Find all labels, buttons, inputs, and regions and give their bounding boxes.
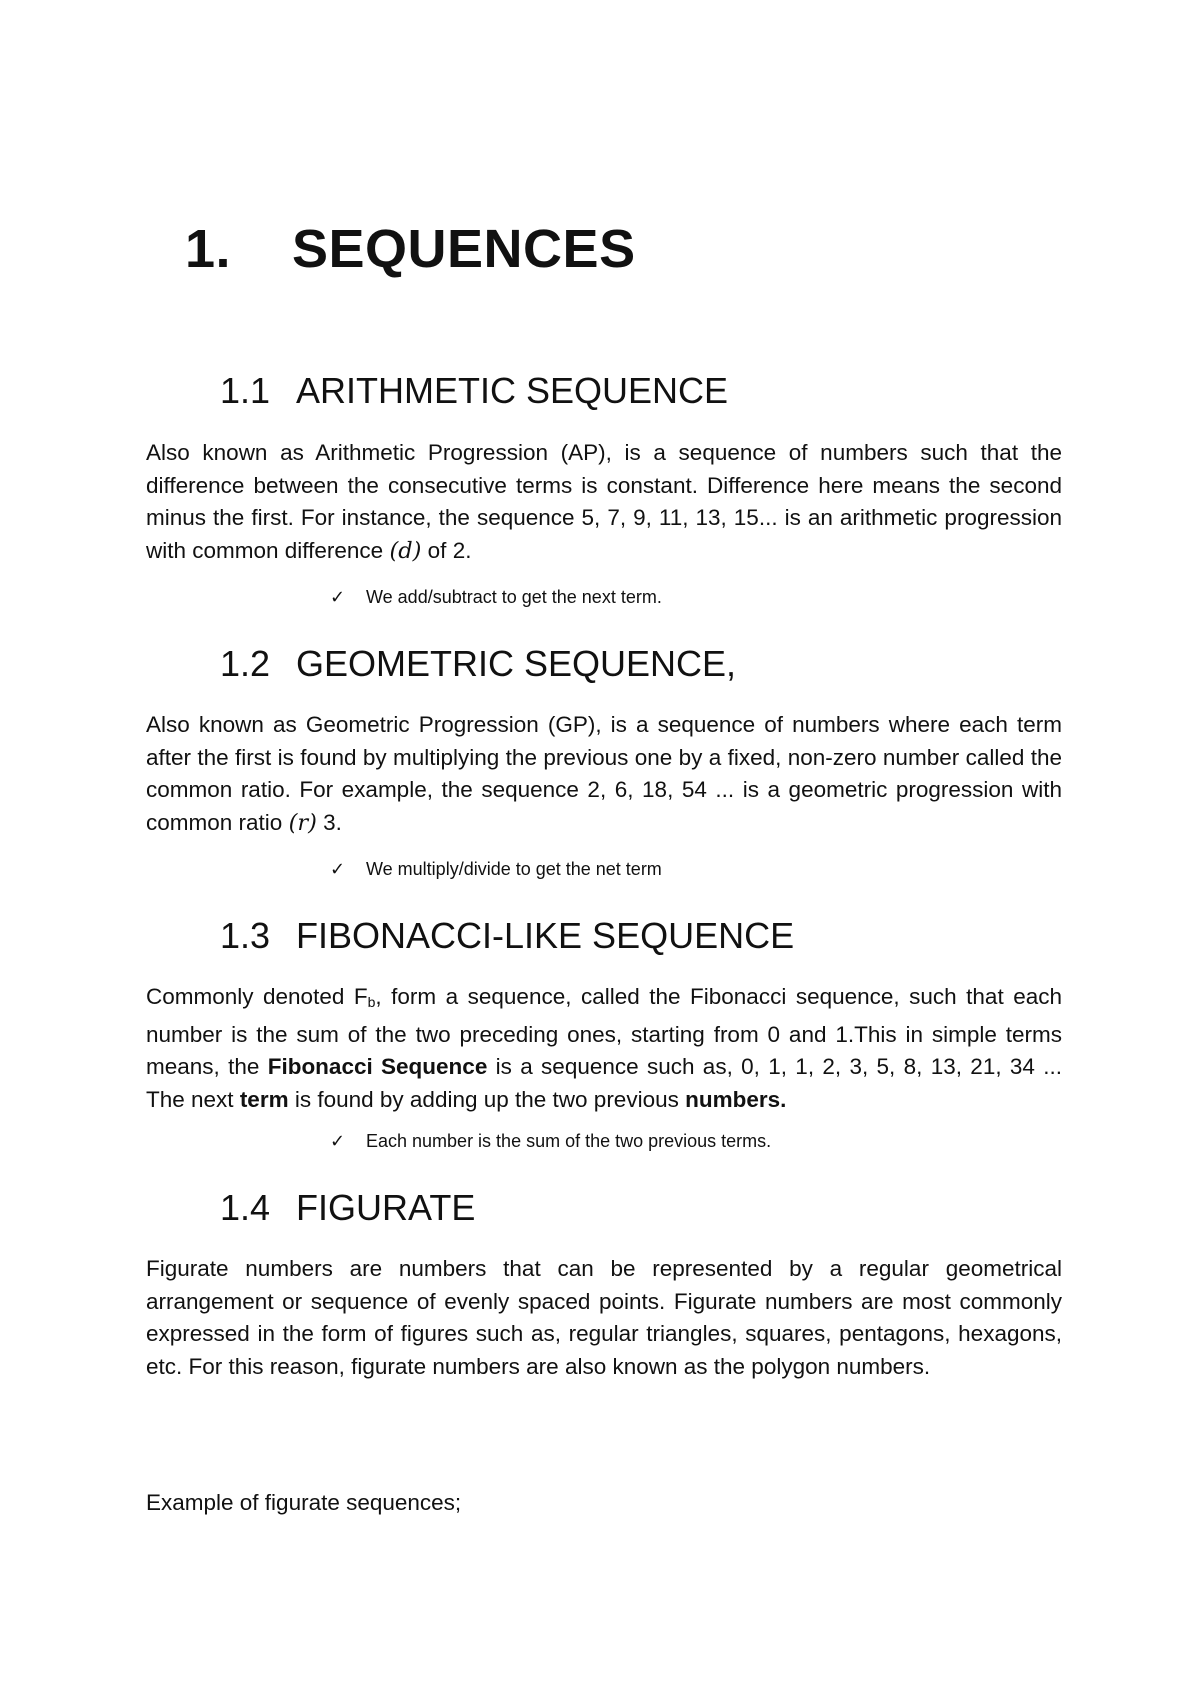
section-title: FIBONACCI-LIKE SEQUENCE: [296, 915, 795, 956]
section-number: 1.3: [220, 915, 271, 956]
paragraph-text: , form a sequence, called the Fibonacci sequence, such that each number is the sum of the two preceding ones, starting from 0 and 1.This in simple terms means, the: [146, 984, 1062, 1079]
chapter-title-text: SEQUENCES: [292, 219, 636, 279]
math-variable-r: (r): [288, 809, 317, 836]
paragraph-text: Also known as Geometric Progression (GP), is a sequence of numbers where each term after the first is found by multiplying the previous one by a fixed, non-zero number called the common ratio. For example, the sequence 2, 6, 18, 54 ... is a geometric progression with common ratio: [146, 712, 1062, 835]
section-number: 1.4: [220, 1187, 271, 1228]
section-number: 1.2: [220, 643, 271, 684]
bold-term: term: [239, 1086, 289, 1112]
subscript-b: b: [367, 994, 376, 1010]
check-item-text: Each number is the sum of the two previous terms.: [366, 1131, 772, 1151]
paragraph-fibonacci: [146, 981, 1062, 1116]
checkmark-icon: ✓: [330, 587, 346, 608]
checkmark-icon: ✓: [330, 1131, 346, 1152]
paragraph-text: of 2.: [421, 537, 472, 563]
check-item-text: We multiply/divide to get the net term: [366, 859, 662, 879]
paragraph-arithmetic: [146, 437, 1062, 567]
check-item-text: We add/subtract to get the next term.: [366, 587, 662, 607]
chapter-title: [185, 218, 636, 280]
bold-term: numbers.: [685, 1086, 787, 1112]
paragraph-text: Also known as Arithmetic Progression (AP), is a sequence of numbers such that the difference between the consecutive terms is constant. Difference here means the second minus the first. For instance, the sequence 5, 7, 9, 11, 13, 15... is an arithmetic progression with common difference: [146, 440, 1062, 563]
paragraph-text: Figurate numbers are numbers that can be represented by a regular geometrical arrangement or sequence of evenly spaced points. Figurate numbers are most commonly expressed in the form of figures such as, regular triangles, squares, pentagons, hexagons, etc. For this reason, figurate numbers are also known as the polygon numbers.: [146, 1256, 1062, 1379]
section-heading-figurate: [220, 1187, 475, 1229]
paragraph-text: Commonly denoted F: [146, 984, 368, 1009]
check-item-geometric: [330, 859, 662, 880]
check-item-fibonacci: [330, 1131, 771, 1152]
paragraph-figurate: [146, 1253, 1062, 1383]
chapter-number: 1.: [185, 219, 232, 279]
paragraph-text: is found by adding up the two previous: [288, 1086, 686, 1112]
section-title: ARITHMETIC SEQUENCE: [296, 370, 729, 411]
closing-line: Example of figurate sequences;: [146, 1490, 462, 1515]
checkmark-icon: ✓: [330, 859, 346, 880]
bold-term: Fibonacci Sequence: [267, 1054, 488, 1079]
paragraph-text: 3.: [316, 809, 342, 835]
paragraph-geometric: [146, 709, 1062, 839]
paragraph-text: is a sequence such as, 0, 1, 1, 2, 3, 5, 8, 13, 21, 34 ... The next: [146, 1054, 1063, 1112]
section-number: 1.1: [220, 370, 271, 411]
section-title: FIGURATE: [296, 1187, 476, 1228]
math-variable-d: (d): [389, 537, 422, 564]
section-heading-arithmetic: [220, 370, 728, 412]
section-title: GEOMETRIC SEQUENCE,: [296, 643, 737, 684]
section-heading-fibonacci: [220, 915, 794, 957]
check-item-arithmetic: [330, 587, 662, 608]
section-heading-geometric: [220, 643, 736, 685]
